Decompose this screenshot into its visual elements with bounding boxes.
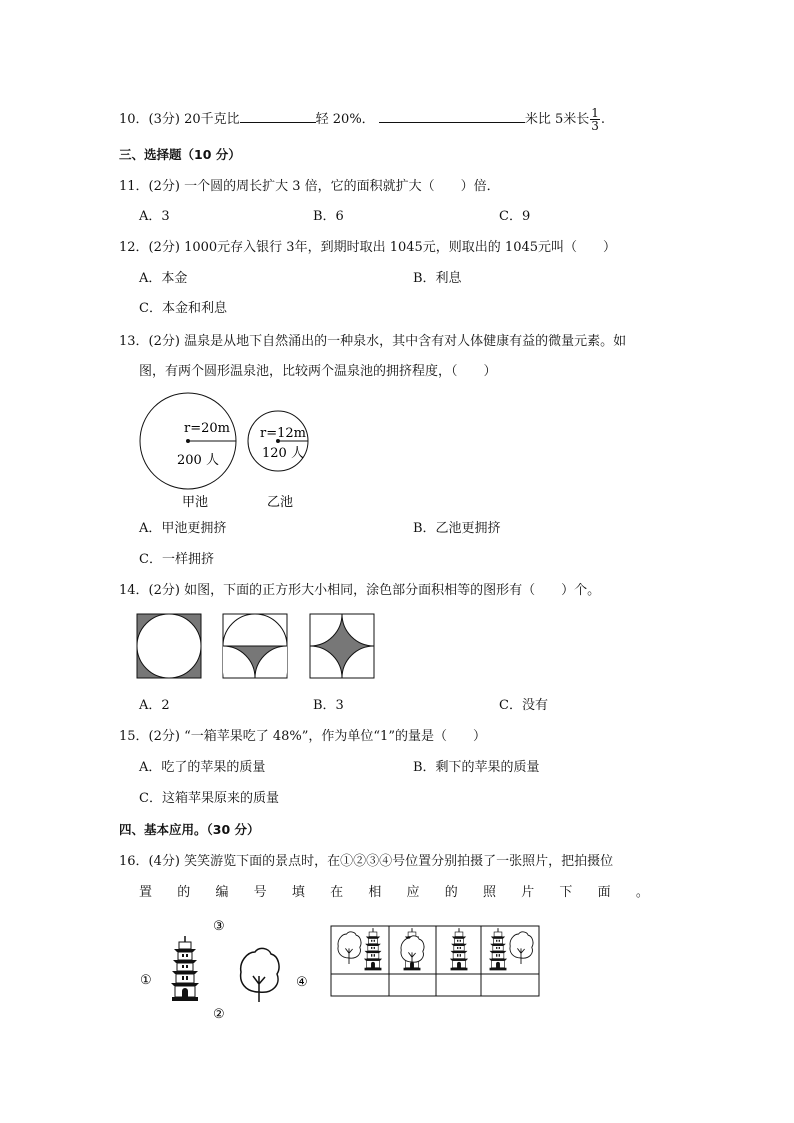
pool2-name: 乙池 bbox=[267, 495, 294, 510]
answer-cell[interactable] bbox=[483, 976, 537, 994]
position-1-label: ① bbox=[140, 973, 152, 988]
photo-table bbox=[331, 926, 539, 996]
option-b[interactable]: B．3 bbox=[313, 698, 344, 713]
option-a[interactable]: A．甲池更拥挤 bbox=[139, 521, 227, 536]
section-heading: 四、基本应用。（30 分） bbox=[119, 822, 260, 837]
pool1-radius: r=20m bbox=[184, 421, 230, 436]
question-11-stem: 11．(2分) 一个圆的周长扩大 3 倍，它的面积就扩大（ ）倍． bbox=[119, 179, 500, 194]
option-b[interactable]: B．乙池更拥挤 bbox=[413, 521, 501, 536]
option-b[interactable]: B．利息 bbox=[413, 271, 462, 286]
option-c[interactable]: C．没有 bbox=[499, 698, 548, 713]
pool2-radius: r=12m bbox=[260, 426, 306, 441]
option-c[interactable]: C．一样拥挤 bbox=[139, 552, 214, 567]
pool1-people: 200 人 bbox=[177, 453, 219, 468]
answer-cell[interactable] bbox=[391, 976, 434, 994]
question-16-stem: 16．(4分) 笑笑游览下面的景点时，在①②③④号位置分别拍摄了一张照片，把拍摄位 bbox=[119, 854, 614, 869]
option-b[interactable]: B．6 bbox=[313, 209, 344, 224]
squares-figure bbox=[136, 613, 376, 681]
square-figure-2 bbox=[223, 614, 287, 678]
question-16-stem-cont: 置 的 编 号 填 在 相 应 的 照 片 下 面 。 bbox=[139, 885, 649, 900]
position-2-label: ② bbox=[213, 1007, 225, 1022]
option-c[interactable]: C．本金和利息 bbox=[139, 301, 227, 316]
question-13-stem: 13．(2分) 温泉是从地下自然涌出的一种泉水，其中含有对人体健康有益的微量元素。如 bbox=[119, 334, 627, 349]
option-c[interactable]: C．这箱苹果原来的质量 bbox=[139, 791, 279, 806]
option-a[interactable]: A．吃了的苹果的质量 bbox=[139, 760, 266, 775]
section-heading: 三、选择题（10 分） bbox=[119, 147, 241, 162]
square-figure-1 bbox=[137, 614, 201, 678]
question-15-stem: 15．(2分) “一箱苹果吃了 48%”，作为单位“1”的量是（ ） bbox=[119, 729, 486, 744]
question-10: 10．(3分) 20千克比 轻 20%． 米比 5米长 $\frac{1}{3}$ . bbox=[119, 106, 605, 133]
pool1-name: 甲池 bbox=[182, 495, 209, 510]
answer-cell[interactable] bbox=[438, 976, 479, 994]
option-a[interactable]: A．2 bbox=[139, 698, 170, 713]
fraction: $\frac{1}{3}$ bbox=[591, 106, 599, 133]
option-a[interactable]: A．3 bbox=[139, 209, 170, 224]
option-b[interactable]: B．剩下的苹果的质量 bbox=[413, 760, 540, 775]
question-12-stem: 12．(2分) 1000元存入银行 3年，到期时取出 1045元，则取出的 1045元叫（ ） bbox=[119, 240, 617, 255]
option-a[interactable]: A．本金 bbox=[139, 271, 188, 286]
answer-blank[interactable] bbox=[240, 110, 316, 123]
position-4-label: ④ bbox=[296, 975, 308, 990]
square-figure-3 bbox=[310, 614, 374, 678]
question-13-stem-cont: 图，有两个圆形温泉池，比较两个温泉池的拥挤程度，（ ） bbox=[139, 364, 497, 379]
question-14-stem: 14．(2分) 如图，下面的正方形大小相同，涂色部分面积相等的图形有（ ）个。 bbox=[119, 583, 601, 598]
scenic-figure bbox=[135, 912, 555, 1027]
option-c[interactable]: C．9 bbox=[499, 209, 531, 224]
answer-blank[interactable] bbox=[379, 110, 525, 123]
pool2-people: 120 人 bbox=[262, 446, 304, 461]
answer-cell[interactable] bbox=[333, 976, 387, 994]
position-3-label: ③ bbox=[213, 919, 225, 934]
pools-figure bbox=[130, 388, 320, 513]
